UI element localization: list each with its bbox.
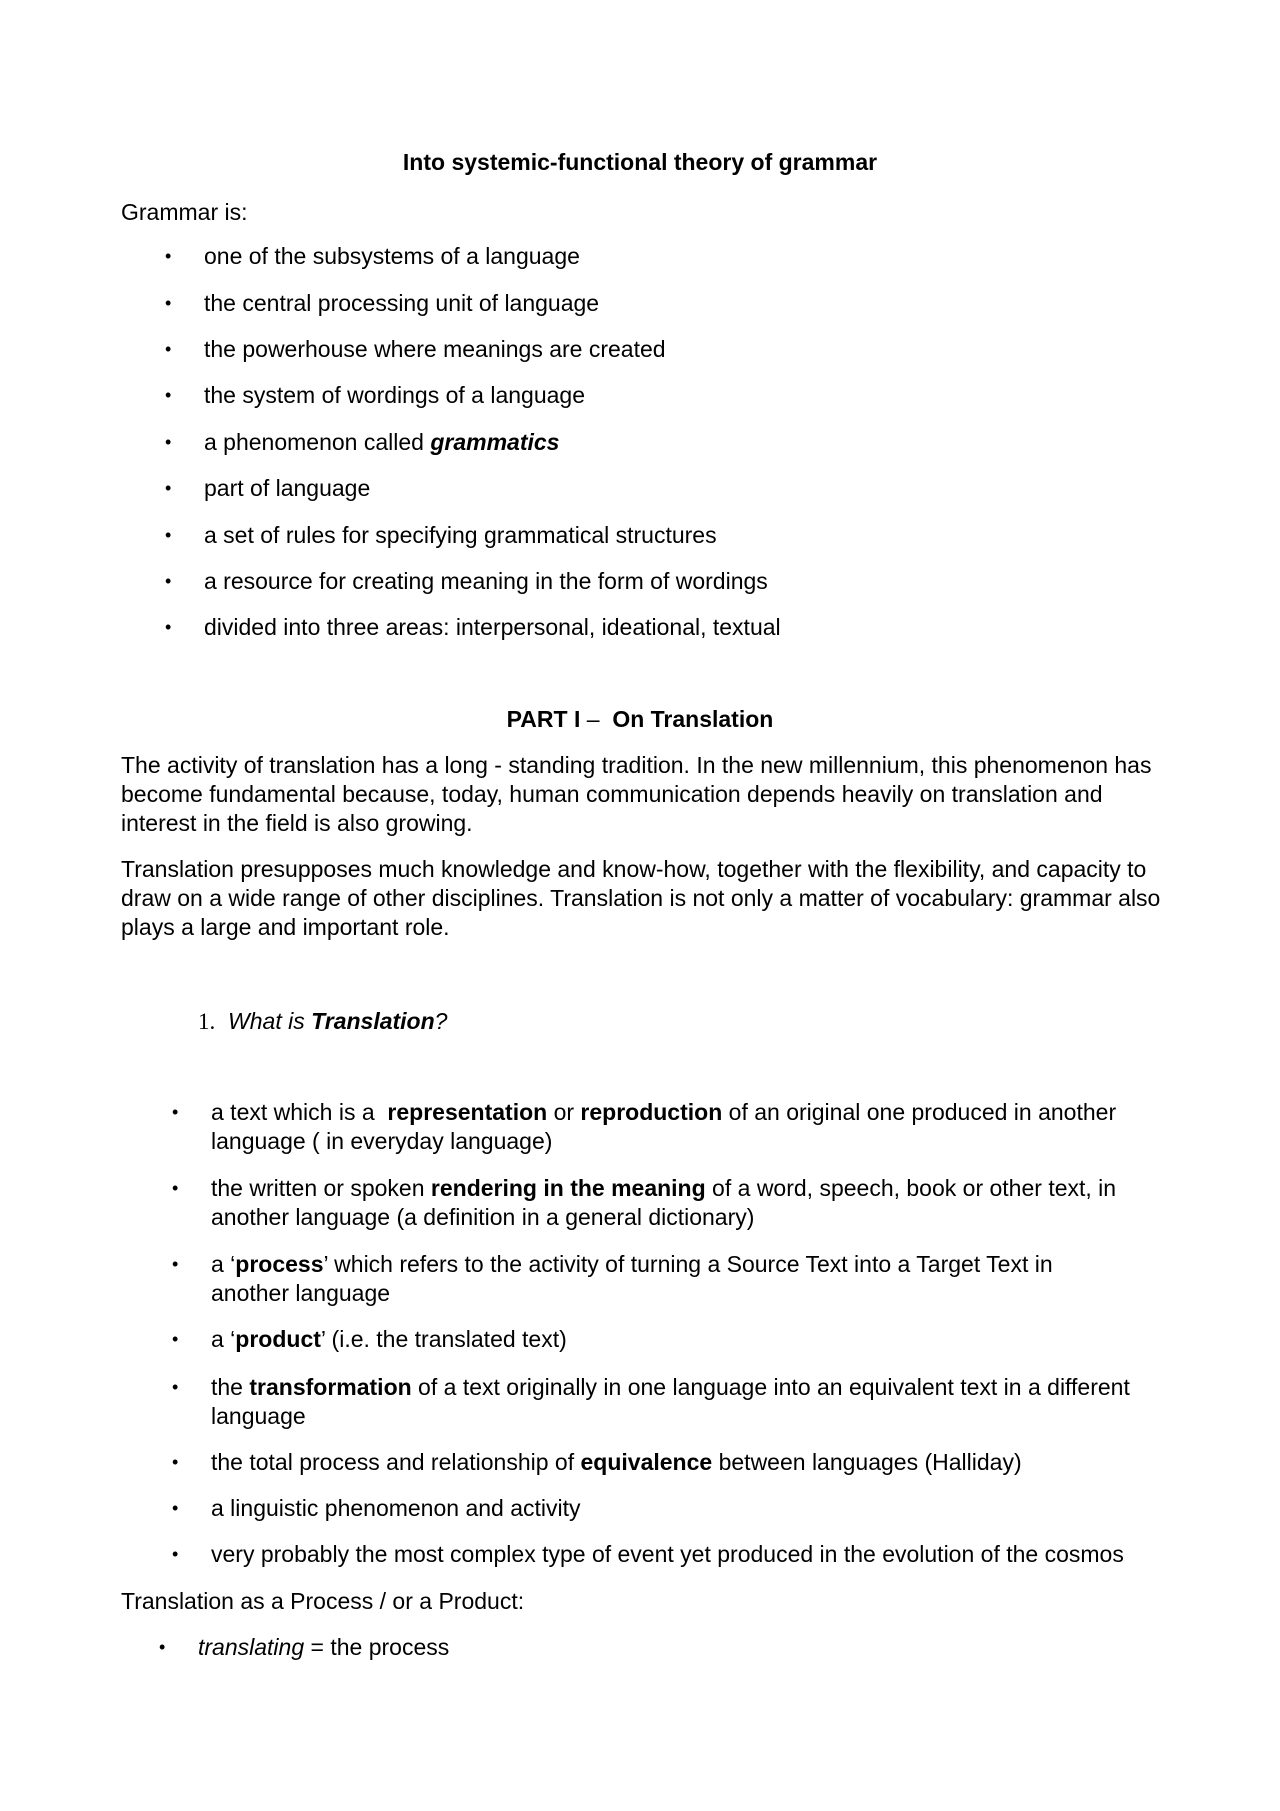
document-title: Into systemic-functional theory of grammar: [402, 149, 878, 175]
grammatics-term: grammatics: [430, 429, 560, 455]
bullet-icon: •: [172, 1329, 179, 1349]
bullet-icon: •: [165, 525, 172, 545]
bullet-icon: •: [165, 385, 172, 405]
bullet-icon: •: [165, 432, 172, 452]
document-page: Into systemic-functional theory of grammar Grammar is: • one of the subsystems of a language • the central processing unit of language • the powerhouse where meanings are created • the system of wordings of a language • a phenomenon called grammatics • part of language • a set of rules for specifying grammatical structures • a resource for creating meaning in the form of wordings • divided into three areas: interpersonal, ideational, textual PART I – On Translation The activity of translation has a long - standing tradition. In the new millennium, this phenomenon has become fundamental because, today, human communication depends heavily on translation and interest in the field is also growing. Translation presupposes much knowledge and know-how, together with the flexibility, and capacity to draw on a wide range of other disciplines. Translation is not only a matter of vocabulary: grammar also plays a large and important role. 1. What is Translation? • a text which is a representation or reproduction of an original one produced in another language ( in everyday language) • the written or spoken rendering in the meaning of a word, speech, book or other text, in another language (a definition in a general dictionary) • a ‘process’ which refers to the activity of turning a Source Text into a Target Text in another language • a ‘product’ (i.e. the translated text) • the transformation of a text originally in one language into an equivalent text in a different language • the total process and relationship of equivalence between languages (Halliday) • a linguistic phenomenon and activity • very probably the most complex type of event yet produced in the evolution of the cosmos Translation as a Process / or a Product: • translating = the process: [0, 0, 1280, 1811]
bullet-icon: •: [165, 571, 172, 591]
bullet-icon: •: [172, 1544, 179, 1564]
bullet-icon: •: [172, 1102, 179, 1122]
question-number: 1.: [198, 1009, 216, 1034]
bullet-icon: •: [172, 1452, 179, 1472]
paragraph-translation-knowledge: Translation presupposes much knowledge and know-how, together with the flexibility, and capacity to draw on a wide range of other disciplines. Translation is not only a matter of vocabulary: grammar also plays a large and important role.: [121, 856, 1161, 940]
process-product-intro: Translation as a Process / or a Product:: [121, 1588, 525, 1614]
bullet-icon: •: [165, 617, 172, 637]
bullet-icon: •: [172, 1498, 179, 1518]
bullet-icon: •: [172, 1254, 179, 1274]
bullet-icon: •: [165, 246, 172, 266]
bullet-icon: •: [172, 1377, 179, 1397]
bullet-icon: •: [165, 339, 172, 359]
bullet-icon: •: [172, 1178, 179, 1198]
bullet-icon: •: [165, 293, 172, 313]
bullet-icon: •: [159, 1637, 166, 1657]
grammar-intro: Grammar is:: [121, 199, 248, 225]
part-heading: PART I – On Translation: [506, 706, 774, 732]
question-heading: 1. What is Translation?: [198, 1008, 448, 1034]
bullet-icon: •: [165, 478, 172, 498]
paragraph-translation-tradition: The activity of translation has a long - standing tradition. In the new millennium, this phenomenon has become fundamental because, today, human communication depends heavily on translation and interest in the field is also growing.: [121, 752, 1152, 836]
